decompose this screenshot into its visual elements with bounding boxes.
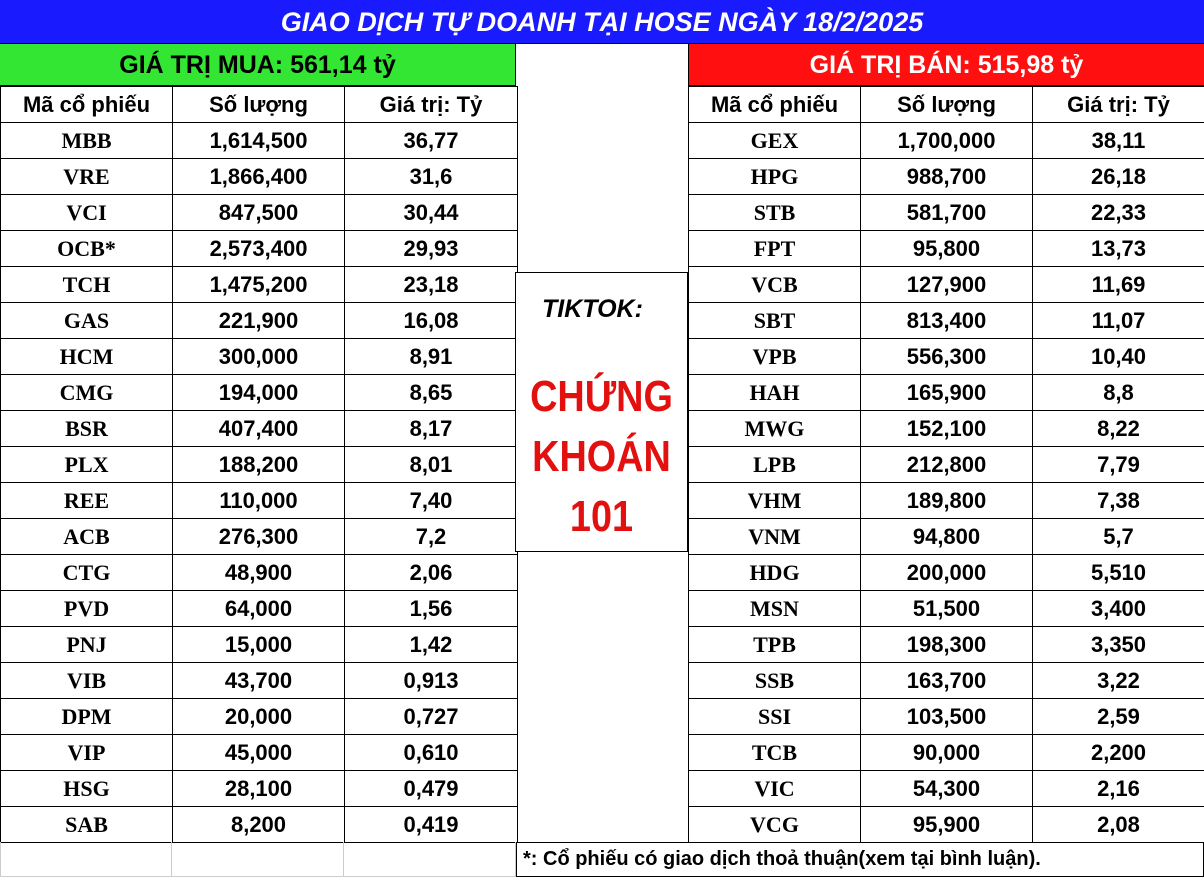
table-row — [689, 447, 1204, 483]
quantity-cell: 1,700,000 — [861, 123, 1033, 159]
value-cell: 29,93 — [345, 231, 518, 267]
stock-code-cell: GAS — [1, 303, 173, 339]
stock-code-cell: STB — [689, 195, 861, 231]
value-cell: 22,33 — [1033, 195, 1204, 231]
stock-code-cell: SBT — [689, 303, 861, 339]
column-header: Số lượng — [173, 87, 345, 123]
table-row — [689, 807, 1204, 843]
value-cell: 38,11 — [1033, 123, 1204, 159]
quantity-cell: 198,300 — [861, 627, 1033, 663]
stock-code-cell: SSI — [689, 699, 861, 735]
quantity-cell: 1,866,400 — [173, 159, 345, 195]
table-row — [1, 303, 518, 339]
value-cell: 10,40 — [1033, 339, 1204, 375]
column-header: Số lượng — [861, 87, 1033, 123]
buy-table — [0, 86, 518, 843]
quantity-cell: 95,800 — [861, 231, 1033, 267]
table-row — [1, 735, 518, 771]
stock-code-cell: LPB — [689, 447, 861, 483]
value-cell: 7,40 — [345, 483, 518, 519]
stock-code-cell: TCH — [1, 267, 173, 303]
quantity-cell: 165,900 — [861, 375, 1033, 411]
quantity-cell: 581,700 — [861, 195, 1033, 231]
quantity-cell: 194,000 — [173, 375, 345, 411]
quantity-cell: 212,800 — [861, 447, 1033, 483]
stock-code-cell: MSN — [689, 591, 861, 627]
quantity-cell: 127,900 — [861, 267, 1033, 303]
promo-label: TIKTOK: — [542, 295, 643, 323]
table-row — [1, 591, 518, 627]
stock-code-cell: CMG — [1, 375, 173, 411]
quantity-cell: 276,300 — [173, 519, 345, 555]
value-cell: 3,400 — [1033, 591, 1204, 627]
stock-code-cell: OCB* — [1, 231, 173, 267]
table-row — [689, 519, 1204, 555]
stock-code-cell: ACB — [1, 519, 173, 555]
stock-code-cell: VCI — [1, 195, 173, 231]
table-row — [1, 483, 518, 519]
value-cell: 2,200 — [1033, 735, 1204, 771]
sell-column-header-row — [689, 87, 1204, 123]
quantity-cell: 300,000 — [173, 339, 345, 375]
promo-box — [515, 272, 688, 552]
table-row — [1, 231, 518, 267]
value-cell: 3,350 — [1033, 627, 1204, 663]
value-cell: 0,479 — [345, 771, 518, 807]
quantity-cell: 163,700 — [861, 663, 1033, 699]
table-row — [689, 555, 1204, 591]
stock-code-cell: HAH — [689, 375, 861, 411]
column-header: Mã cổ phiếu — [689, 87, 861, 123]
quantity-cell: 54,300 — [861, 771, 1033, 807]
quantity-cell: 556,300 — [861, 339, 1033, 375]
table-row — [1, 447, 518, 483]
quantity-cell: 51,500 — [861, 591, 1033, 627]
value-cell: 0,419 — [345, 807, 518, 843]
table-row — [1, 195, 518, 231]
stock-code-cell: VIP — [1, 735, 173, 771]
value-cell: 8,22 — [1033, 411, 1204, 447]
table-row — [689, 195, 1204, 231]
quantity-cell: 15,000 — [173, 627, 345, 663]
quantity-cell: 988,700 — [861, 159, 1033, 195]
value-cell: 31,6 — [345, 159, 518, 195]
quantity-cell: 28,100 — [173, 771, 345, 807]
table-row — [689, 735, 1204, 771]
promo-brand-line-2: KHOÁN — [532, 432, 671, 481]
value-cell: 7,38 — [1033, 483, 1204, 519]
column-header: Giá trị: Tỷ — [345, 87, 518, 123]
stock-code-cell: VHM — [689, 483, 861, 519]
value-cell: 0,913 — [345, 663, 518, 699]
table-row — [689, 627, 1204, 663]
page-title: GIAO DỊCH TỰ DOANH TẠI HOSE NGÀY 18/2/2025 — [0, 0, 1204, 44]
stock-code-cell: SAB — [1, 807, 173, 843]
stock-code-cell: DPM — [1, 699, 173, 735]
quantity-cell: 48,900 — [173, 555, 345, 591]
column-header: Mã cổ phiếu — [1, 87, 173, 123]
quantity-cell: 20,000 — [173, 699, 345, 735]
table-row — [1, 411, 518, 447]
table-row — [1, 123, 518, 159]
table-row — [689, 699, 1204, 735]
quantity-cell: 110,000 — [173, 483, 345, 519]
buy-value-header: GIÁ TRỊ MUA: 561,14 tỷ — [0, 44, 516, 86]
stock-code-cell: TCB — [689, 735, 861, 771]
table-row — [689, 591, 1204, 627]
quantity-cell: 1,475,200 — [173, 267, 345, 303]
stock-code-cell: SSB — [689, 663, 861, 699]
table-row — [689, 411, 1204, 447]
stock-code-cell: VCG — [689, 807, 861, 843]
stock-code-cell: VPB — [689, 339, 861, 375]
table-row — [1, 519, 518, 555]
stock-code-cell: HCM — [1, 339, 173, 375]
value-cell: 8,01 — [345, 447, 518, 483]
value-cell: 5,510 — [1033, 555, 1204, 591]
stock-code-cell: PNJ — [1, 627, 173, 663]
stock-code-cell: HSG — [1, 771, 173, 807]
value-cell: 5,7 — [1033, 519, 1204, 555]
table-row — [1, 339, 518, 375]
table-row — [689, 339, 1204, 375]
table-row — [689, 267, 1204, 303]
stock-code-cell: HPG — [689, 159, 861, 195]
value-cell: 8,8 — [1033, 375, 1204, 411]
value-cell: 8,65 — [345, 375, 518, 411]
table-row — [1, 771, 518, 807]
quantity-cell: 2,573,400 — [173, 231, 345, 267]
value-cell: 1,42 — [345, 627, 518, 663]
buy-column-header-row — [1, 87, 518, 123]
value-cell: 0,610 — [345, 735, 518, 771]
table-row — [689, 375, 1204, 411]
stock-code-cell: TPB — [689, 627, 861, 663]
empty-row — [0, 842, 516, 877]
table-row — [689, 303, 1204, 339]
stock-code-cell: VRE — [1, 159, 173, 195]
table-row — [689, 159, 1204, 195]
stock-code-cell: CTG — [1, 555, 173, 591]
quantity-cell: 95,900 — [861, 807, 1033, 843]
table-row — [1, 807, 518, 843]
table-row — [1, 267, 518, 303]
table-row — [1, 627, 518, 663]
promo-brand-line-3: 101 — [569, 492, 634, 541]
value-cell: 7,2 — [345, 519, 518, 555]
quantity-cell: 152,100 — [861, 411, 1033, 447]
footnote: *: Cổ phiếu có giao dịch thoả thuận(xem tại bình luận). — [516, 842, 1204, 877]
quantity-cell: 200,000 — [861, 555, 1033, 591]
stock-code-cell: PVD — [1, 591, 173, 627]
quantity-cell: 45,000 — [173, 735, 345, 771]
value-cell: 26,18 — [1033, 159, 1204, 195]
quantity-cell: 813,400 — [861, 303, 1033, 339]
stock-code-cell: GEX — [689, 123, 861, 159]
value-cell: 8,91 — [345, 339, 518, 375]
stock-code-cell: VIB — [1, 663, 173, 699]
table-row — [689, 771, 1204, 807]
quantity-cell: 8,200 — [173, 807, 345, 843]
value-cell: 7,79 — [1033, 447, 1204, 483]
table-row — [1, 555, 518, 591]
sell-value-header: GIÁ TRỊ BÁN: 515,98 tỷ — [688, 44, 1204, 86]
value-cell: 30,44 — [345, 195, 518, 231]
quantity-cell: 64,000 — [173, 591, 345, 627]
value-cell: 2,59 — [1033, 699, 1204, 735]
quantity-cell: 103,500 — [861, 699, 1033, 735]
table-row — [689, 123, 1204, 159]
quantity-cell: 189,800 — [861, 483, 1033, 519]
stock-code-cell: PLX — [1, 447, 173, 483]
table-row — [1, 699, 518, 735]
stock-code-cell: BSR — [1, 411, 173, 447]
quantity-cell: 1,614,500 — [173, 123, 345, 159]
value-cell: 1,56 — [345, 591, 518, 627]
value-cell: 16,08 — [345, 303, 518, 339]
stock-code-cell: VIC — [689, 771, 861, 807]
table-row — [1, 663, 518, 699]
promo-brand-line-1: CHỨNG — [530, 372, 673, 421]
stock-code-cell: REE — [1, 483, 173, 519]
value-cell: 2,06 — [345, 555, 518, 591]
quantity-cell: 94,800 — [861, 519, 1033, 555]
quantity-cell: 407,400 — [173, 411, 345, 447]
value-cell: 2,08 — [1033, 807, 1204, 843]
stock-code-cell: HDG — [689, 555, 861, 591]
value-cell: 8,17 — [345, 411, 518, 447]
quantity-cell: 188,200 — [173, 447, 345, 483]
table-row — [1, 375, 518, 411]
sell-table — [688, 86, 1204, 843]
quantity-cell: 90,000 — [861, 735, 1033, 771]
stock-code-cell: VNM — [689, 519, 861, 555]
stock-code-cell: MBB — [1, 123, 173, 159]
value-cell: 11,07 — [1033, 303, 1204, 339]
stock-code-cell: MWG — [689, 411, 861, 447]
column-header: Giá trị: Tỷ — [1033, 87, 1204, 123]
value-cell: 3,22 — [1033, 663, 1204, 699]
value-cell: 2,16 — [1033, 771, 1204, 807]
table-row — [1, 159, 518, 195]
quantity-cell: 43,700 — [173, 663, 345, 699]
stock-code-cell: VCB — [689, 267, 861, 303]
quantity-cell: 847,500 — [173, 195, 345, 231]
value-cell: 36,77 — [345, 123, 518, 159]
stock-code-cell: FPT — [689, 231, 861, 267]
value-cell: 11,69 — [1033, 267, 1204, 303]
value-cell: 13,73 — [1033, 231, 1204, 267]
quantity-cell: 221,900 — [173, 303, 345, 339]
table-row — [689, 663, 1204, 699]
value-cell: 23,18 — [345, 267, 518, 303]
value-cell: 0,727 — [345, 699, 518, 735]
table-row — [689, 231, 1204, 267]
table-row — [689, 483, 1204, 519]
